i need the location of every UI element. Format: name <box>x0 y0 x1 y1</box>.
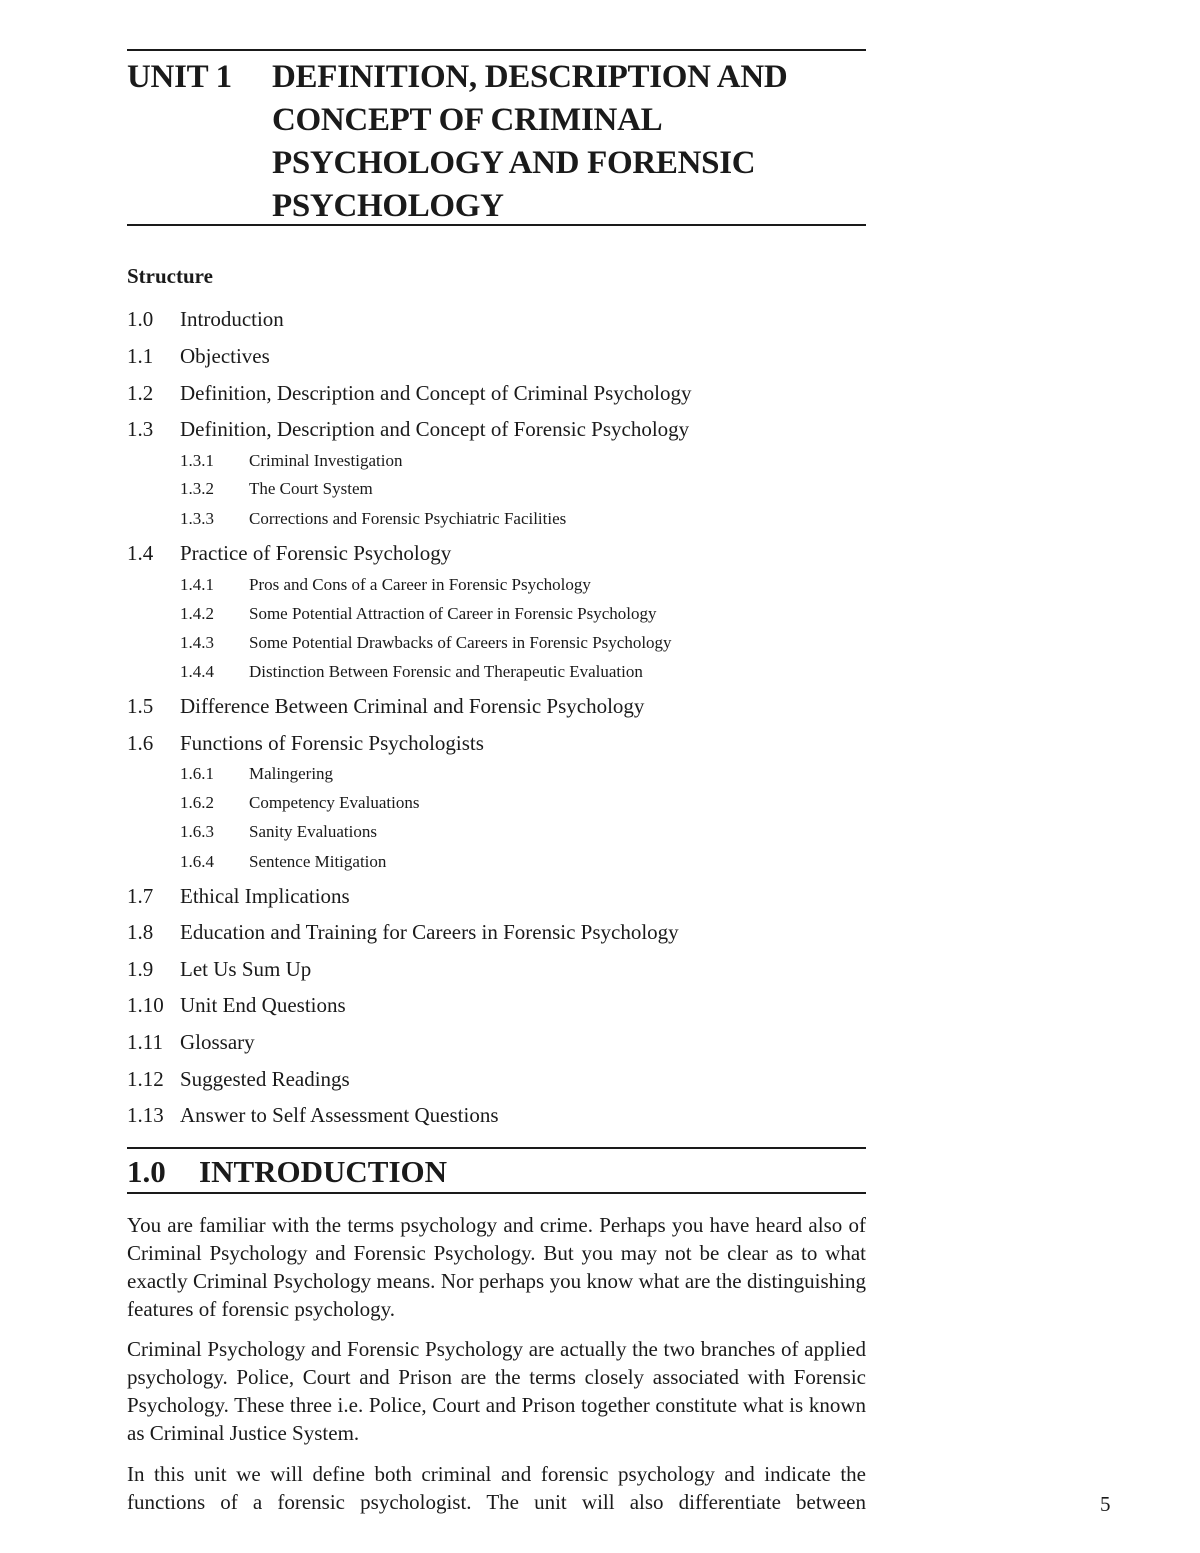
toc-number: 1.6.4 <box>180 852 214 871</box>
intro-paragraph-3: In this unit we will define both criminal and forensic psychology and indicate the functions of a forensic psychologist. The unit will also differentiate between <box>127 1462 866 1514</box>
toc-text: Unit End Questions <box>180 993 346 1017</box>
toc-number: 1.6.3 <box>180 822 214 841</box>
toc-number: 1.12 <box>127 1067 164 1091</box>
toc-text: Education and Training for Careers in Forensic Psychology <box>180 920 679 944</box>
toc-number: 1.13 <box>127 1103 164 1127</box>
toc-number: 1.3 <box>127 417 154 441</box>
toc-number: 1.6.2 <box>180 793 214 812</box>
toc-number: 1.6 <box>127 731 154 755</box>
toc-text: Objectives <box>180 344 270 368</box>
toc-text: Criminal Investigation <box>249 451 403 470</box>
intro-paragraph-1: You are familiar with the terms psychology and crime. Perhaps you have heard also of Criminal Psychology and Forensic Psychology. But you may not be clear as to what exactly Criminal Psychology means. Nor perhaps you know what are the distinguishing features of forensic psychology. <box>127 1213 866 1321</box>
heading-bottom-rule <box>127 224 866 226</box>
section-title: INTRODUCTION <box>199 1154 448 1189</box>
toc-text: Functions of Forensic Psychologists <box>180 731 484 755</box>
toc-text: Corrections and Forensic Psychiatric Facilities <box>249 509 567 528</box>
toc-text: Some Potential Drawbacks of Careers in Forensic Psychology <box>249 633 672 652</box>
section-bottom-rule <box>127 1192 866 1194</box>
structure-heading: Structure <box>127 264 213 288</box>
toc-number: 1.3.3 <box>180 509 214 528</box>
intro-paragraph-2: Criminal Psychology and Forensic Psychology are actually the two branches of applied psychology. Police, Court and Prison are the terms closely associated with Forensic Psychology. These three i.e. Police, Court and Prison together constitute what is known as Criminal Justice System. <box>127 1337 866 1445</box>
toc-number: 1.4.3 <box>180 633 214 652</box>
toc-text: Difference Between Criminal and Forensic Psychology <box>180 694 645 718</box>
toc-number: 1.4.2 <box>180 604 214 623</box>
toc-text: Glossary <box>180 1030 255 1054</box>
toc-number: 1.4.1 <box>180 575 214 594</box>
toc-number: 1.4 <box>127 541 154 565</box>
toc-number: 1.11 <box>127 1030 163 1054</box>
toc-text: Competency Evaluations <box>249 793 420 812</box>
page-number: 5 <box>1100 1492 1111 1516</box>
toc-number: 1.10 <box>127 993 164 1017</box>
section-number: 1.0 <box>127 1154 166 1189</box>
toc-number: 1.5 <box>127 694 154 718</box>
toc-number: 1.2 <box>127 381 154 405</box>
toc-number: 1.3.2 <box>180 479 214 498</box>
toc-number: 1.3.1 <box>180 451 214 470</box>
toc-text: The Court System <box>249 479 373 498</box>
toc-number: 1.8 <box>127 920 154 944</box>
toc-text: Definition, Description and Concept of Criminal Psychology <box>180 381 692 405</box>
toc-text: Introduction <box>180 307 284 331</box>
toc-number: 1.9 <box>127 957 154 981</box>
unit-label: UNIT 1 <box>127 59 232 95</box>
unit-title: DEFINITION, DESCRIPTION AND CONCEPT OF CRIMINAL PSYCHOLOGY AND FORENSIC PSYCHOLOGY <box>272 59 788 224</box>
toc-text: Pros and Cons of a Career in Forensic Psychology <box>249 575 591 594</box>
toc-text: Sanity Evaluations <box>249 822 377 841</box>
toc-number: 1.1 <box>127 344 154 368</box>
toc-text: Sentence Mitigation <box>249 852 387 871</box>
toc-text: Practice of Forensic Psychology <box>180 541 452 565</box>
toc-number: 1.6.1 <box>180 764 214 783</box>
toc-text: Suggested Readings <box>180 1067 350 1091</box>
toc-text: Answer to Self Assessment Questions <box>180 1103 499 1127</box>
toc-number: 1.4.4 <box>180 662 214 681</box>
toc-text: Definition, Description and Concept of Forensic Psychology <box>180 417 690 441</box>
toc-text: Some Potential Attraction of Career in Forensic Psychology <box>249 604 657 623</box>
section-top-rule <box>127 1147 866 1149</box>
toc-text: Ethical Implications <box>180 884 350 908</box>
toc-number: 1.7 <box>127 884 154 908</box>
top-rule <box>127 49 866 51</box>
toc-text: Malingering <box>249 764 334 783</box>
toc-text: Let Us Sum Up <box>180 957 312 981</box>
toc-text: Distinction Between Forensic and Therapeutic Evaluation <box>249 662 643 681</box>
toc-number: 1.0 <box>127 307 154 331</box>
